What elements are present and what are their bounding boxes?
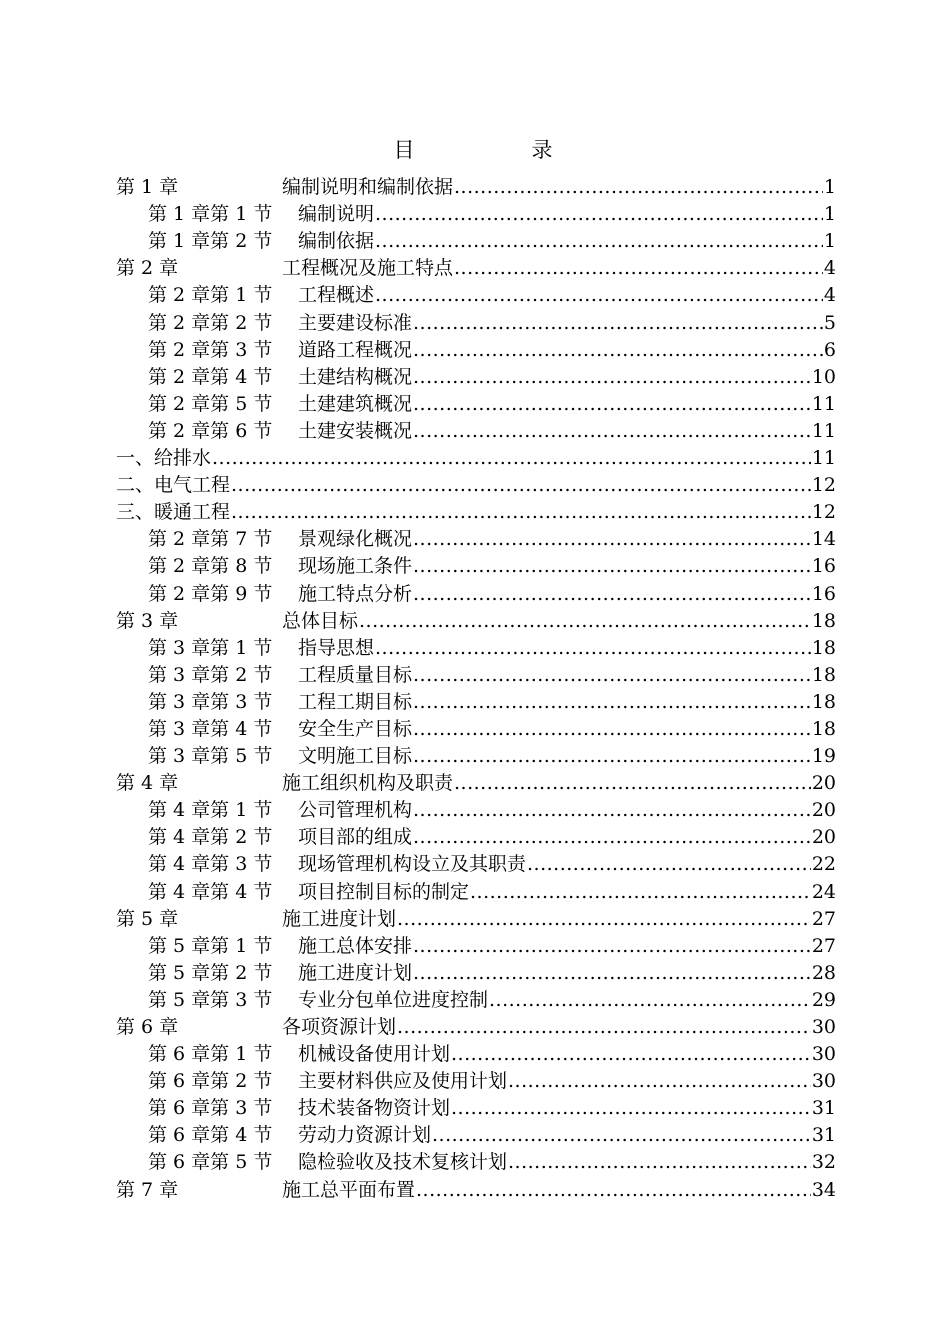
toc-dot-leader <box>397 906 811 933</box>
toc-entry-title: 现场施工条件 <box>298 555 413 578</box>
toc-dot-leader <box>432 1122 811 1149</box>
toc-entry[interactable] <box>116 1014 836 1041</box>
toc-entry-number: 第 2 章第 2 节 <box>148 311 273 334</box>
toc-entry-title: 工程概况及施工特点 <box>282 257 454 280</box>
toc-entry-number: 第 1 章 <box>116 176 179 199</box>
toc-entry-title: 工程质量目标 <box>298 663 413 686</box>
toc-entry-title: 一、给排水 <box>116 447 212 470</box>
toc-entry-title: 专业分包单位进度控制 <box>298 988 489 1011</box>
toc-dot-leader <box>375 635 811 662</box>
toc-entry[interactable] <box>116 337 836 364</box>
toc-entry-title: 二、电气工程 <box>116 474 231 497</box>
toc-entry-page: 1 <box>823 176 836 199</box>
toc-entry-title: 公司管理机构 <box>298 799 413 822</box>
toc-entry-page: 12 <box>811 501 836 524</box>
toc-entry[interactable] <box>116 608 836 635</box>
toc-entry-page: 10 <box>811 365 836 388</box>
toc-dot-leader <box>413 933 811 960</box>
toc-entry-number: 第 6 章 <box>116 1016 179 1038</box>
toc-entry-number: 第 7 章 <box>116 1178 179 1201</box>
toc-dot-leader <box>375 201 823 228</box>
toc-entry-title: 施工总平面布置 <box>282 1178 416 1201</box>
toc-entry[interactable] <box>116 933 836 960</box>
toc-dot-leader <box>413 310 823 337</box>
toc-entry[interactable] <box>116 1122 836 1149</box>
toc-entry-page: 16 <box>811 555 836 578</box>
toc-entry-number: 第 5 章第 1 节 <box>148 934 273 957</box>
toc-entry-number: 第 6 章第 4 节 <box>148 1124 273 1147</box>
toc-entry-number: 第 2 章第 6 节 <box>148 419 273 442</box>
toc-entry-page: 11 <box>811 419 836 442</box>
toc-dot-leader <box>413 581 811 608</box>
toc-entry-page: 30 <box>811 1016 836 1038</box>
toc-entry-page: 11 <box>811 392 836 415</box>
toc-title: 目 录 <box>393 138 601 162</box>
toc-entry[interactable] <box>116 174 836 201</box>
toc-dot-leader <box>508 1068 811 1095</box>
toc-entry-title: 机械设备使用计划 <box>298 1043 451 1066</box>
toc-entry-page: 18 <box>811 636 836 659</box>
toc-entry-title: 编制依据 <box>298 230 375 253</box>
toc-dot-leader <box>413 391 811 418</box>
toc-entry-page: 14 <box>811 528 836 551</box>
toc-entry[interactable] <box>116 960 836 987</box>
toc-entry-title: 指导思想 <box>298 636 375 659</box>
toc-entry[interactable] <box>116 526 836 553</box>
toc-entry-page: 18 <box>811 663 836 686</box>
toc-entry-number: 第 4 章第 2 节 <box>148 826 273 849</box>
toc-entry-title: 现场管理机构设立及其职责 <box>298 853 527 876</box>
toc-entry-number: 第 3 章第 5 节 <box>148 745 273 768</box>
toc-entry-page: 18 <box>811 690 836 713</box>
toc-entry-title: 施工进度计划 <box>298 961 413 984</box>
toc-entry-title: 土建建筑概况 <box>298 392 413 415</box>
toc-entry-number: 第 1 章第 2 节 <box>148 230 273 253</box>
toc-dot-leader <box>231 472 811 499</box>
toc-entry[interactable] <box>116 906 836 933</box>
toc-entry-title: 主要材料供应及使用计划 <box>298 1070 508 1093</box>
toc-dot-leader <box>413 662 811 689</box>
toc-entry-title: 施工特点分析 <box>298 582 413 605</box>
toc-entry-page: 12 <box>811 474 836 497</box>
toc-entry-title: 隐检验收及技术复核计划 <box>298 1151 508 1174</box>
toc-entry-page: 18 <box>811 609 836 632</box>
toc-entry-number: 第 2 章第 5 节 <box>148 392 273 415</box>
toc-entry-number: 第 2 章 <box>116 257 179 280</box>
toc-entry-number: 第 4 章第 1 节 <box>148 799 273 822</box>
toc-entry-number: 第 2 章第 1 节 <box>148 284 273 307</box>
toc-dot-leader <box>413 689 811 716</box>
toc-entry[interactable] <box>116 418 836 445</box>
toc-entry-title: 道路工程概况 <box>298 338 413 361</box>
toc-entry[interactable] <box>116 364 836 391</box>
toc-entry[interactable] <box>116 228 836 255</box>
toc-entry-number: 第 5 章第 3 节 <box>148 988 273 1011</box>
toc-entry-page: 34 <box>811 1178 836 1201</box>
toc-dot-leader <box>413 797 811 824</box>
toc-dot-leader <box>451 1095 811 1122</box>
toc-entry[interactable] <box>116 716 836 743</box>
toc-entry-page: 30 <box>811 1070 836 1093</box>
toc-entry[interactable] <box>116 255 836 282</box>
toc-entry-title: 景观绿化概况 <box>298 528 413 551</box>
toc-entry[interactable] <box>116 797 836 824</box>
toc-entry-number: 第 3 章第 1 节 <box>148 636 273 659</box>
toc-entry[interactable] <box>116 580 836 607</box>
toc-entry[interactable] <box>116 851 836 878</box>
toc-entry-page: 28 <box>811 961 836 984</box>
toc-entry-number: 第 4 章第 3 节 <box>148 853 273 876</box>
toc-entry-title: 劳动力资源计划 <box>298 1124 432 1147</box>
toc-entry-title: 安全生产目标 <box>298 717 413 740</box>
toc-entry-page: 32 <box>811 1151 836 1174</box>
toc-entry-page: 11 <box>811 447 836 470</box>
toc-dot-leader <box>527 851 811 878</box>
toc-entry[interactable] <box>116 1176 836 1203</box>
toc-entry-number: 第 2 章第 7 节 <box>148 528 273 551</box>
toc-dot-leader <box>451 1041 811 1068</box>
toc-dot-leader <box>413 337 823 364</box>
toc-entry[interactable] <box>116 309 836 336</box>
toc-entry-page: 24 <box>811 880 836 903</box>
toc-dot-leader <box>231 499 811 526</box>
toc-entry[interactable] <box>116 553 836 580</box>
toc-dot-leader <box>413 824 811 851</box>
toc-entry-title: 施工进度计划 <box>282 907 397 930</box>
toc-entry[interactable] <box>116 987 836 1014</box>
toc-entry-number: 第 5 章 <box>116 907 179 930</box>
toc-entry-number: 第 4 章 <box>116 772 179 795</box>
toc-entry-title: 技术装备物资计划 <box>298 1097 451 1120</box>
toc-entry-title: 编制说明 <box>298 203 375 226</box>
toc-dot-leader <box>489 987 811 1014</box>
toc-entry-page: 20 <box>811 772 836 795</box>
toc-entry[interactable] <box>116 499 836 526</box>
toc-entry-page: 29 <box>811 988 836 1011</box>
toc-entry-title: 主要建设标准 <box>298 311 413 334</box>
toc-dot-leader <box>413 553 811 580</box>
toc-list <box>116 174 836 1204</box>
toc-dot-leader <box>397 1014 811 1041</box>
toc-entry[interactable] <box>116 282 836 309</box>
toc-entry-title: 总体目标 <box>282 609 359 632</box>
toc-dot-leader <box>375 282 823 309</box>
toc-dot-leader <box>413 418 811 445</box>
toc-entry-page: 27 <box>811 907 836 930</box>
toc-entry-title: 工程概述 <box>298 284 375 307</box>
toc-entry-page: 6 <box>823 338 836 361</box>
toc-entry-number: 第 2 章第 3 节 <box>148 338 273 361</box>
toc-entry-number: 第 6 章第 2 节 <box>148 1070 273 1093</box>
toc-entry-page: 27 <box>811 934 836 957</box>
toc-entry-title: 项目部的组成 <box>298 826 413 849</box>
toc-entry[interactable] <box>116 391 836 418</box>
toc-dot-leader <box>413 716 811 743</box>
toc-entry-number: 第 1 章第 1 节 <box>148 203 273 226</box>
toc-entry-number: 第 2 章第 8 节 <box>148 555 273 578</box>
toc-entry[interactable] <box>116 824 836 851</box>
toc-entry-page: 4 <box>823 284 836 307</box>
toc-entry-title: 施工总体安排 <box>298 934 413 957</box>
toc-dot-leader <box>212 445 811 472</box>
toc-entry[interactable] <box>116 743 836 770</box>
toc-entry-title: 项目控制目标的制定 <box>298 880 470 903</box>
toc-entry[interactable] <box>116 635 836 662</box>
toc-entry-page: 5 <box>823 311 836 334</box>
toc-entry-page: 18 <box>811 717 836 740</box>
toc-entry-number: 第 6 章第 1 节 <box>148 1043 273 1066</box>
toc-entry-number: 第 5 章第 2 节 <box>148 961 273 984</box>
toc-entry-title: 文明施工目标 <box>298 745 413 768</box>
toc-entry-number: 第 4 章第 4 节 <box>148 880 273 903</box>
toc-entry[interactable] <box>116 1149 836 1176</box>
toc-entry[interactable] <box>116 770 836 797</box>
toc-entry-number: 第 3 章 <box>116 609 179 632</box>
toc-entry-number: 第 3 章第 4 节 <box>148 717 273 740</box>
toc-entry-number: 第 3 章第 3 节 <box>148 690 273 713</box>
toc-entry-title: 工程工期目标 <box>298 690 413 713</box>
toc-dot-leader <box>416 1177 811 1204</box>
toc-entry-number: 第 6 章第 5 节 <box>148 1151 273 1174</box>
toc-entry-page: 1 <box>823 230 836 253</box>
toc-dot-leader <box>454 255 823 282</box>
toc-entry[interactable] <box>116 1041 836 1068</box>
toc-entry[interactable] <box>116 1095 836 1122</box>
toc-entry-page: 31 <box>811 1097 836 1120</box>
toc-dot-leader <box>413 960 811 987</box>
toc-entry-title: 编制说明和编制依据 <box>282 176 454 199</box>
toc-entry-number: 第 2 章第 4 节 <box>148 365 273 388</box>
toc-dot-leader <box>413 526 811 553</box>
toc-entry-title: 土建结构概况 <box>298 365 413 388</box>
toc-dot-leader <box>454 770 811 797</box>
toc-entry-number: 第 3 章第 2 节 <box>148 663 273 686</box>
toc-dot-leader <box>413 743 811 770</box>
toc-dot-leader <box>508 1149 811 1176</box>
toc-dot-leader <box>359 608 811 635</box>
toc-entry[interactable] <box>116 445 836 472</box>
toc-dot-leader <box>375 228 823 255</box>
toc-entry[interactable] <box>116 201 836 228</box>
toc-entry[interactable] <box>116 878 836 905</box>
toc-entry-page: 20 <box>811 799 836 822</box>
toc-entry[interactable] <box>116 662 836 689</box>
toc-entry[interactable] <box>116 472 836 499</box>
toc-entry-page: 30 <box>811 1043 836 1066</box>
toc-entry[interactable] <box>116 1068 836 1095</box>
toc-entry-page: 1 <box>823 203 836 226</box>
toc-entry-title: 土建安装概况 <box>298 419 413 442</box>
toc-entry-page: 20 <box>811 826 836 849</box>
toc-entry-page: 4 <box>823 257 836 280</box>
toc-entry[interactable] <box>116 689 836 716</box>
toc-entry-title: 各项资源计划 <box>282 1016 397 1038</box>
toc-entry-page: 31 <box>811 1124 836 1147</box>
toc-entry-page: 22 <box>811 853 836 876</box>
toc-dot-leader <box>454 174 823 201</box>
toc-entry-number: 第 2 章第 9 节 <box>148 582 273 605</box>
toc-entry-number: 第 6 章第 3 节 <box>148 1097 273 1120</box>
toc-dot-leader <box>470 879 811 906</box>
toc-entry-page: 16 <box>811 582 836 605</box>
toc-entry-title: 施工组织机构及职责 <box>282 772 454 795</box>
toc-entry-page: 19 <box>811 745 836 768</box>
toc-entry-title: 三、暖通工程 <box>116 501 231 524</box>
toc-dot-leader <box>413 364 811 391</box>
